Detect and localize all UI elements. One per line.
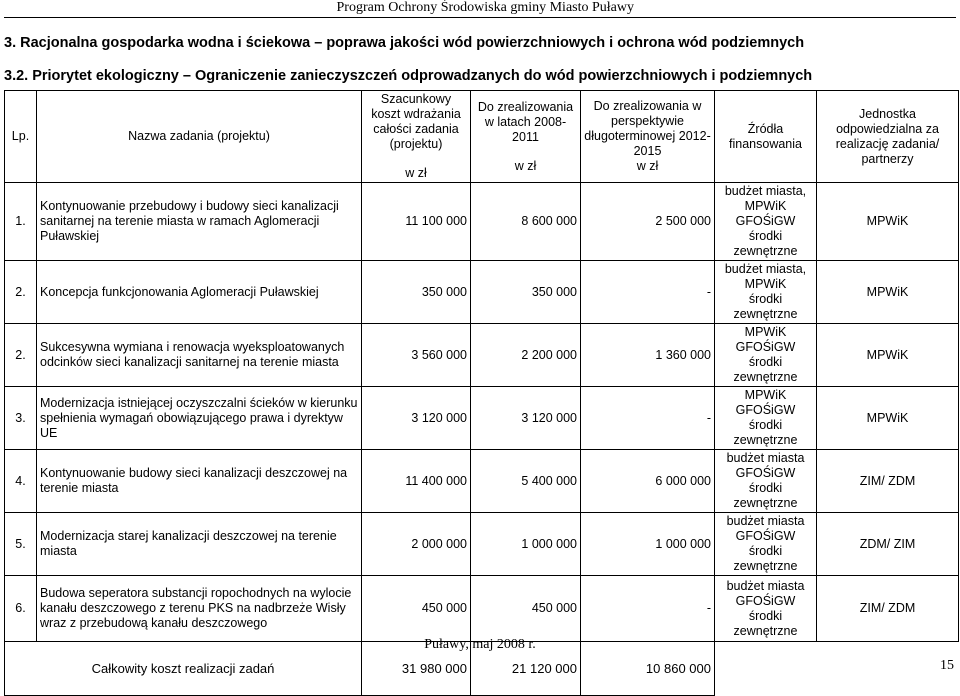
funding-source: budżet miasta, [724,184,807,198]
row-cost: 3 120 000 [362,387,471,450]
row-lp: 4. [5,450,37,513]
header-cost [362,91,471,183]
row-cost: 11 100 000 [362,183,471,261]
funding-source: środki zewnętrzne [733,292,798,321]
row-sources [715,183,817,261]
table-row [5,450,959,513]
row-lp: 5. [5,513,37,576]
table-row [5,324,959,387]
total-label: Całkowity koszt realizacji zadań [5,642,362,696]
row-cost: 350 000 [362,261,471,324]
row-long: - [581,576,715,642]
page-number: 15 [940,658,954,673]
total-done: 21 120 000 [471,642,581,696]
table-row [5,576,959,642]
table-row [5,513,959,576]
funding-source: środki zewnętrzne [733,418,798,447]
funding-source: GFOŚiGW [735,529,796,543]
row-cost: 3 560 000 [362,324,471,387]
row-cost: 2 000 000 [362,513,471,576]
priority-heading: 3.2. Priorytet ekologiczny – Ograniczenie zanieczyszczeń odprowadzanych do wód powierzchniowych i podziemnych [4,68,813,84]
header-done-unit: w zł [514,158,537,173]
funding-source: GFOŚiGW [735,466,796,480]
row-responsible-unit: MPWiK [817,261,959,324]
header-sources: Źródła finansowania [715,91,817,183]
row-name: Modernizacja istniejącej oczyszczalni ścieków w kierunku spełnienia wymagań obowiązującego prawa i dyrektyw UE [37,387,362,450]
row-long: 1 000 000 [581,513,715,576]
document-header-title: Program Ochrony Środowiska gminy Miasto Puławy [336,0,634,15]
row-responsible-unit: MPWiK [817,387,959,450]
row-name: Sukcesywna wymiana i renowacja wyeksploatowanych odcinków sieci kanalizacji sanitarnej na terenie miasta [37,324,362,387]
footer-place-date: Puławy, maj 2008 r. [424,637,536,652]
row-done: 5 400 000 [471,450,581,513]
funding-source: MPWiK [744,277,787,291]
row-long: 2 500 000 [581,183,715,261]
row-sources [715,387,817,450]
row-long: 6 000 000 [581,450,715,513]
funding-source: GFOŚiGW [735,214,796,228]
row-done: 450 000 [471,576,581,642]
funding-source: GFOŚiGW [735,593,796,608]
row-done: 1 000 000 [471,513,581,576]
funding-source: MPWiK [744,199,787,213]
row-sources [715,324,817,387]
funding-source: MPWiK [744,388,787,402]
row-lp: 2. [5,324,37,387]
row-lp: 6. [5,576,37,642]
row-cost: 450 000 [362,576,471,642]
tasks-table [4,90,959,696]
row-sources [715,576,817,642]
table-row [5,261,959,324]
header-rule [4,17,956,18]
row-done: 2 200 000 [471,324,581,387]
funding-source: środki zewnętrzne [733,544,798,573]
row-long: - [581,261,715,324]
row-done: 3 120 000 [471,387,581,450]
header-cost-unit: w zł [405,166,427,180]
row-long: 1 360 000 [581,324,715,387]
header-unit: Jednostka odpowiedzialna za realizację zadania/ partnerzy [817,91,959,183]
total-cost: 31 980 000 [362,642,471,696]
funding-source: GFOŚiGW [735,340,796,354]
row-lp: 2. [5,261,37,324]
table-header-row [5,91,959,183]
funding-source: środki zewnętrzne [733,229,798,258]
header-long-label: Do zrealizowania w perspektywie długoterminowej 2012-2015 [584,99,711,158]
funding-source: budżet miasta [726,514,805,528]
row-done: 350 000 [471,261,581,324]
funding-source: budżet miasta [726,578,805,593]
row-lp: 3. [5,387,37,450]
funding-source: środki zewnętrzne [733,355,798,384]
row-responsible-unit: ZDM/ ZIM [817,513,959,576]
row-name: Koncepcja funkcjonowania Aglomeracji Puławskiej [37,261,362,324]
row-name: Modernizacja starej kanalizacji deszczowej na terenie miasta [37,513,362,576]
header-done-label: Do zrealizowania w latach 2008-2011 [477,99,574,144]
funding-source: środki zewnętrzne [733,608,798,638]
header-name: Nazwa zadania (projektu) [37,91,362,183]
row-sources [715,261,817,324]
row-name: Kontynuowanie przebudowy i budowy sieci kanalizacji sanitarnej na terenie miasta w ramach Aglomeracji Puławskiej [37,183,362,261]
row-name: Kontynuowanie budowy sieci kanalizacji deszczowej na terenie miasta [37,450,362,513]
funding-source: budżet miasta [726,451,805,465]
table-body [5,183,959,642]
row-sources [715,450,817,513]
header-long [581,91,715,183]
funding-source: MPWiK [744,325,787,339]
table-row [5,387,959,450]
table-row [5,183,959,261]
row-long: - [581,387,715,450]
row-cost: 11 400 000 [362,450,471,513]
row-responsible-unit: ZIM/ ZDM [817,450,959,513]
row-responsible-unit: ZIM/ ZDM [817,576,959,642]
row-responsible-unit: MPWiK [817,183,959,261]
section-heading: 3. Racjonalna gospodarka wodna i ściekowa – poprawa jakości wód powierzchniowych i ochrona wód podziemnych [4,35,805,51]
header-lp: Lp. [5,91,37,183]
header-long-unit: w zł [636,159,659,173]
funding-source: budżet miasta, [724,262,807,276]
header-cost-label: Szacunkowy koszt wdrażania całości zadania (projektu) [371,92,461,151]
total-long: 10 860 000 [581,642,715,696]
row-name: Budowa seperatora substancji ropochodnych na wylocie kanału deszczowego z terenu PKS na nadbrzeże Wisły wraz z przebudową kanału deszczowego [37,576,362,642]
row-sources [715,513,817,576]
funding-source: GFOŚiGW [735,403,796,417]
row-lp: 1. [5,183,37,261]
header-done [471,91,581,183]
row-done: 8 600 000 [471,183,581,261]
row-responsible-unit: MPWiK [817,324,959,387]
funding-source: środki zewnętrzne [733,481,798,510]
